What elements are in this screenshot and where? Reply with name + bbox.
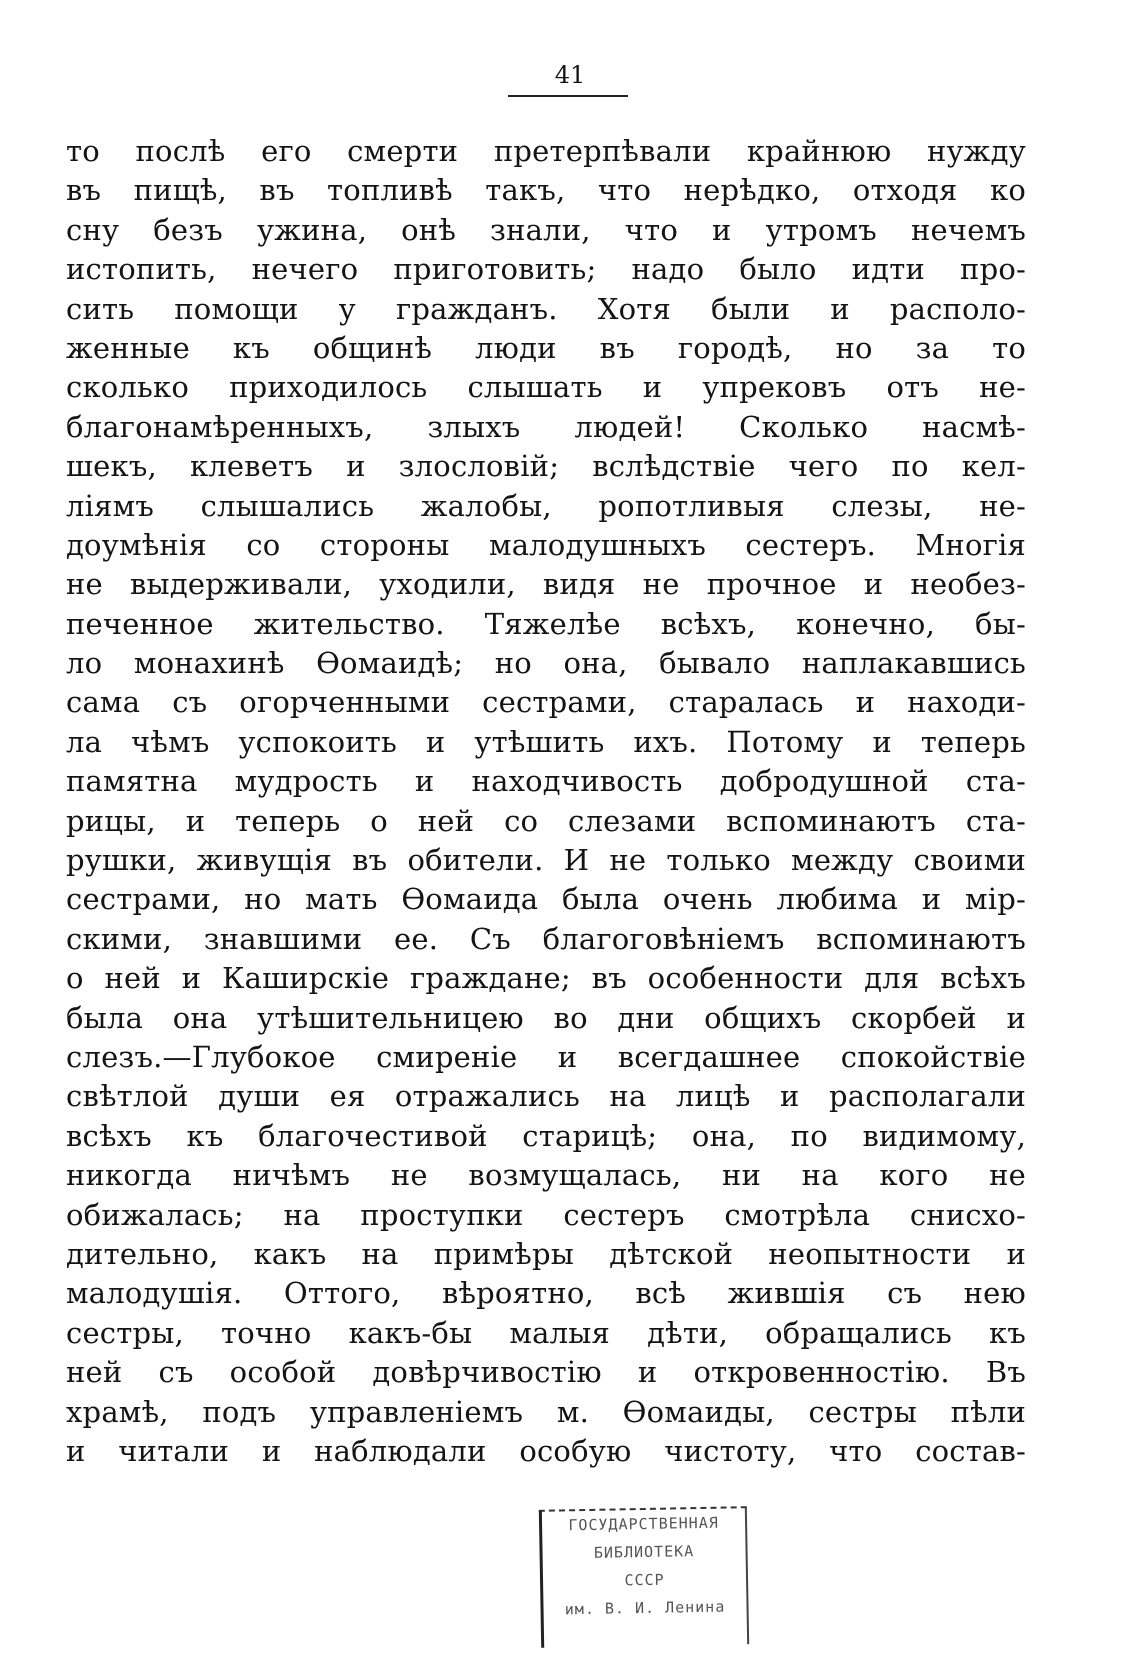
text-line: ліямъ слышались жалобы, ропотливыя слезы, не-	[66, 488, 1026, 523]
text-line: ла чѣмъ успокоить и утѣшить ихъ. Потому и теперь	[66, 724, 1026, 759]
text-line: всѣхъ къ благочестивой старицѣ; она, по видимому,	[66, 1118, 1026, 1153]
text-line: рицы, и теперь о ней со слезами вспоминаютъ ста-	[66, 803, 1026, 838]
text-line: дительно, какъ на примѣры дѣтской неопытности и	[66, 1236, 1026, 1271]
stamp-line: ГОСУДАРСТВЕННАЯ	[568, 1513, 719, 1535]
text-line: истопить, нечего приготовить; надо было идти про-	[66, 252, 1026, 287]
text-line: сну безъ ужина, онѣ знали, что и утромъ нечемъ	[66, 212, 1026, 247]
text-line: сить помощи у гражданъ. Хотя были и располо-	[66, 291, 1026, 326]
text-line: печенное жительство. Тяжелѣе всѣхъ, конечно, бы-	[66, 606, 1026, 641]
text-line: памятна мудрость и находчивость добродушной ста-	[66, 764, 1026, 799]
text-line: шекъ, клеветъ и злословій; вслѣдствіе чего по кел-	[66, 449, 1026, 484]
stamp-line: им. В. И. Ленина	[564, 1597, 726, 1619]
library-stamp	[539, 1506, 749, 1648]
page-number: 41	[554, 61, 586, 89]
text-line: свѣтлой души ея отражались на лицѣ и располагали	[66, 1079, 1026, 1114]
text-line: то послѣ его смерти претерпѣвали крайнюю нужду	[66, 134, 1026, 168]
stamp-line: БИБЛИОТЕКА	[593, 1542, 695, 1562]
text-line: сестрами, но мать Ѳомаида была очень любима и мір-	[66, 882, 1026, 917]
text-line: женные къ общинѣ люди въ городѣ, но за то	[66, 330, 1026, 365]
text-line: была она утѣшительницею во дни общихъ скорбей и	[66, 1000, 1026, 1035]
text-line: не выдерживали, уходили, видя не прочное и необез-	[66, 567, 1026, 602]
text-line: о ней и Каширскіе граждане; въ особенности для всѣхъ	[66, 961, 1026, 996]
text-line: благонамѣренныхъ, злыхъ людей! Сколько насмѣ-	[66, 409, 1026, 444]
text-line: никогда ничѣмъ не возмущалась, ни на кого не	[66, 1158, 1026, 1193]
page-number-rule	[508, 95, 628, 97]
text-line: слезъ.—Глубокое смиреніе и всегдашнее спокойствіе	[66, 1039, 1026, 1074]
text-line: и читали и наблюдали особую чистоту, что состав-	[66, 1433, 1026, 1468]
text-line: доумѣнія со стороны малодушныхъ сестеръ. Многія	[66, 527, 1026, 562]
stamp-line: СССР	[624, 1570, 665, 1590]
text-line: въ пищѣ, въ топливѣ такъ, что нерѣдко, отходя ко	[66, 173, 1026, 208]
text-line: ло монахинѣ Ѳомаидѣ; но она, бывало наплакавшись	[66, 646, 1026, 681]
text-line: сестры, точно какъ-бы малыя дѣти, обращались къ	[66, 1315, 1026, 1350]
text-line: малодушія. Оттого, вѣроятно, всѣ жившія съ нею	[66, 1276, 1026, 1311]
text-line: обижалась; на проступки сестеръ смотрѣла снисхо-	[66, 1197, 1026, 1232]
text-line: ней съ особой довѣрчивостію и откровенностію. Въ	[66, 1355, 1026, 1390]
text-line: скими, знавшими ее. Съ благоговѣніемъ вспоминаютъ	[66, 921, 1026, 956]
text-line: рушки, живущія въ обители. И не только между своими	[66, 843, 1026, 878]
text-line: сама съ огорченными сестрами, старалась и находи-	[66, 685, 1026, 720]
text-line: сколько приходилось слышать и упрековъ отъ не-	[66, 370, 1026, 405]
body-text	[66, 132, 1026, 1471]
text-line: храмѣ, подъ управленіемъ м. Ѳомаиды, сестры пѣли	[66, 1394, 1026, 1429]
